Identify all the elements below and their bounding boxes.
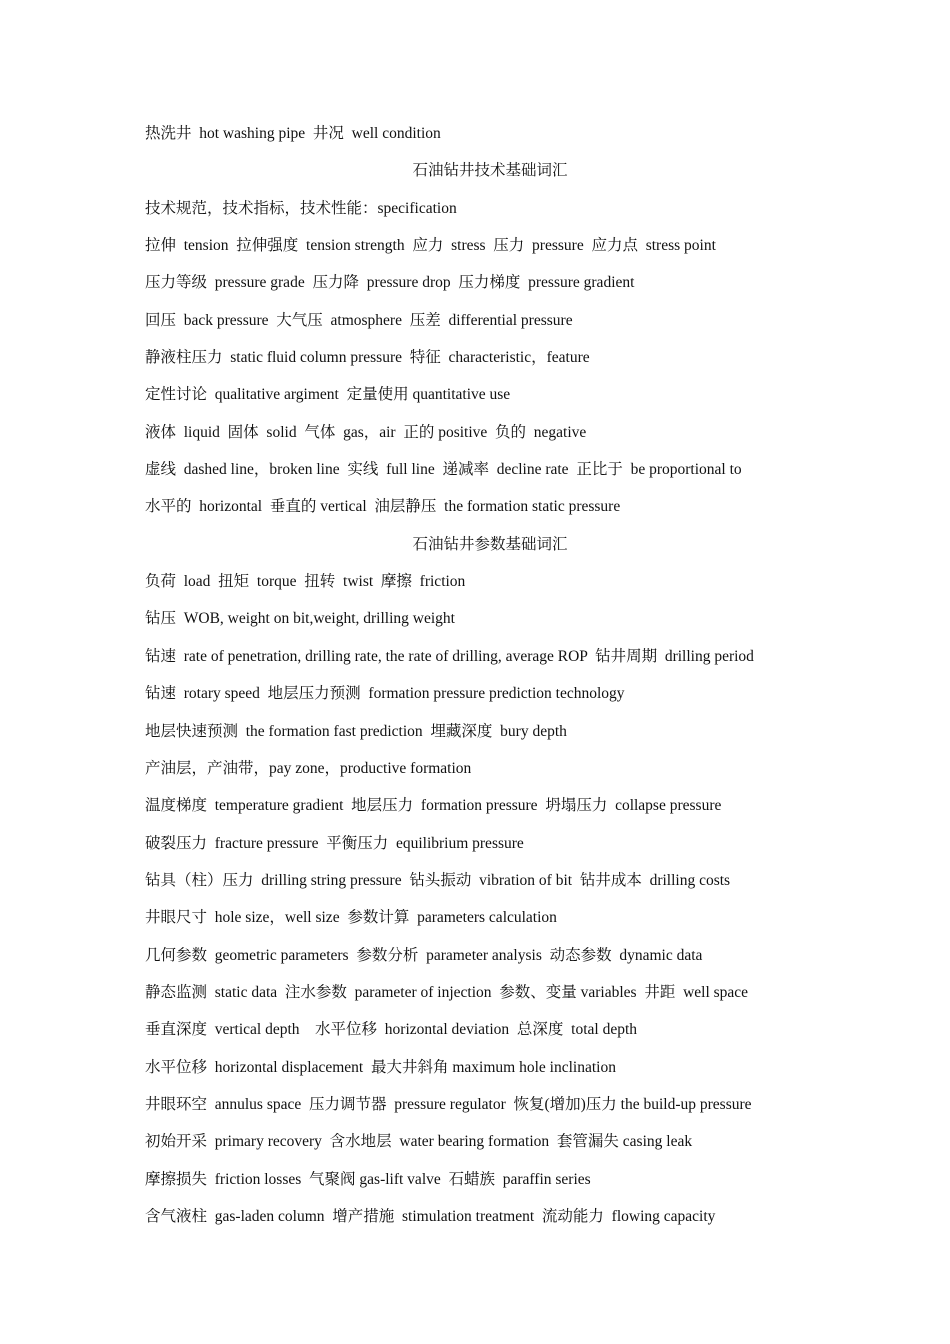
glossary-line: 定性讨论 qualitative argiment 定量使用 quantitative use <box>145 386 511 404</box>
glossary-line: 井眼环空 annulus space 压力调节器 pressure regulator 恢复(增加)压力 the build-up pressure <box>145 1095 752 1113</box>
glossary-line: 静态监测 static data 注水参数 parameter of injection 参数、变量 variables 井距 well space <box>145 983 749 1001</box>
glossary-line: 摩擦损失 friction losses 气聚阀 gas-lift valve 石蜡族 paraffin series <box>145 1170 591 1188</box>
glossary-line: 几何参数 geometric parameters 参数分析 parameter analysis 动态参数 dynamic data <box>145 946 703 964</box>
glossary-line: 技术规范，技术指标，技术性能：specification <box>145 199 457 217</box>
glossary-line: 液体 liquid 固体 solid 气体 gas，air 正的 positive 负的 negative <box>145 423 587 441</box>
glossary-line: 钻速 rotary speed 地层压力预测 formation pressure prediction technology <box>145 685 625 703</box>
glossary-text-block <box>145 122 835 1242</box>
glossary-line: 井眼尺寸 hole size，well size 参数计算 parameters calculation <box>145 909 557 927</box>
glossary-line: 温度梯度 temperature gradient 地层压力 formation pressure 坍塌压力 collapse pressure <box>145 797 722 815</box>
glossary-line: 钻速 rate of penetration, drilling rate, the rate of drilling, average ROP 钻井周期 drilling period <box>145 647 754 665</box>
glossary-line: 负荷 load 扭矩 torque 扭转 twist 摩擦 friction <box>145 573 466 591</box>
glossary-line: 破裂压力 fracture pressure 平衡压力 equilibrium pressure <box>145 834 524 852</box>
glossary-line: 水平的 horizontal 垂直的 vertical 油层静压 the formation static pressure <box>145 498 621 516</box>
glossary-line: 回压 back pressure 大气压 atmosphere 压差 differential pressure <box>145 311 573 329</box>
glossary-line: 热洗井 hot washing pipe 井况 well condition <box>145 125 441 142</box>
glossary-line: 拉伸 tension 拉伸强度 tension strength 应力 stress 压力 pressure 应力点 stress point <box>145 237 716 255</box>
glossary-line: 静液柱压力 static fluid column pressure 特征 characteristic，feature <box>145 349 590 367</box>
section-heading-drilling-parameters: 石油钻井参数基础词汇 <box>412 535 568 553</box>
glossary-line: 地层快速预测 the formation fast prediction 埋藏深度 bury depth <box>145 722 567 740</box>
glossary-line: 初始开采 primary recovery 含水地层 water bearing formation 套管漏失 casing leak <box>145 1133 693 1151</box>
glossary-line: 垂直深度 vertical depth 水平位移 horizontal deviation 总深度 total depth <box>145 1021 638 1039</box>
glossary-line: 产油层，产油带，pay zone，productive formation <box>145 759 472 777</box>
glossary-line: 含气液柱 gas-laden column 增产措施 stimulation treatment 流动能力 flowing capacity <box>145 1207 716 1225</box>
glossary-line: 钻具（柱）压力 drilling string pressure 钻头振动 vibration of bit 钻井成本 drilling costs <box>145 871 731 889</box>
glossary-line: 钻压 WOB, weight on bit,weight, drilling weight <box>145 610 455 628</box>
glossary-line: 虚线 dashed line，broken line 实线 full line 递减率 decline rate 正比于 be proportional to <box>145 461 742 479</box>
section-heading-drilling-technology: 石油钻井技术基础词汇 <box>412 162 568 180</box>
glossary-line: 水平位移 horizontal displacement 最大井斜角 maximum hole inclination <box>145 1058 616 1076</box>
glossary-line: 压力等级 pressure grade 压力降 pressure drop 压力梯度 pressure gradient <box>145 274 635 292</box>
